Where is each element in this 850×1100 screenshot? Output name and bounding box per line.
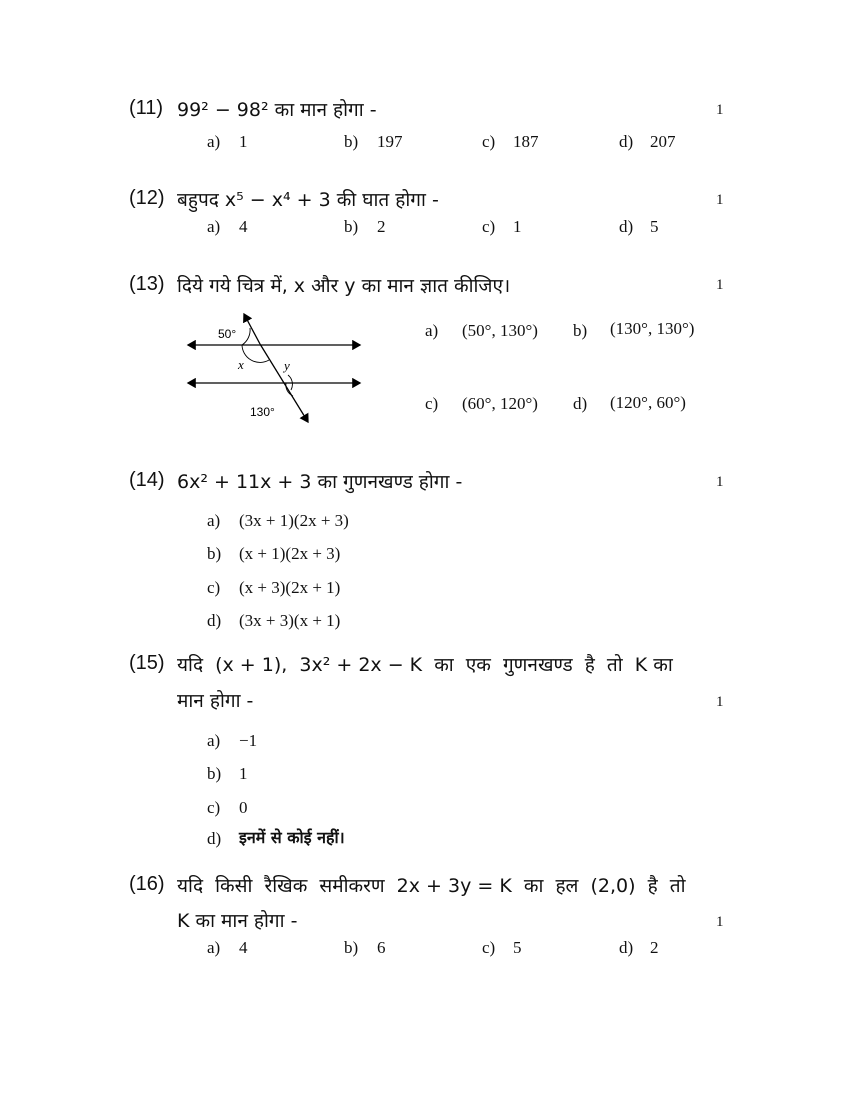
option-c-text: (60°, 120°)	[462, 394, 538, 413]
marks-label: 1	[716, 694, 724, 710]
option-b-letter: b)	[573, 321, 588, 340]
option-a-letter: a)	[207, 731, 221, 750]
question-statement-line1: यदि किसी रैखिक समीकरण 2x + 3y = K का हल (2,0) है तो	[177, 875, 686, 897]
option-b-letter: b)	[344, 132, 359, 151]
marks-label: 1	[716, 914, 724, 930]
question-number: (14)	[129, 469, 165, 491]
option-b-text: 6	[377, 938, 386, 957]
angle-arc-50	[242, 328, 250, 345]
marks-label: 1	[716, 277, 724, 293]
question-statement-line2: K का मान होगा -	[177, 910, 298, 932]
option-d-text: (120°, 60°)	[610, 393, 686, 412]
option-b-text: 1	[239, 764, 248, 783]
option-c-letter: c)	[207, 578, 221, 597]
variable-x-label: x	[238, 357, 244, 372]
option-a-letter: a)	[207, 217, 221, 236]
option-d-letter: d)	[207, 611, 222, 630]
question-statement-line2: मान होगा -	[177, 690, 254, 712]
option-c-text: (x + 3)(2x + 1)	[239, 578, 341, 597]
question-statement: 99² − 98² का मान होगा -	[177, 99, 377, 121]
transversal-top	[244, 314, 260, 344]
option-b-text: 197	[377, 132, 403, 151]
question-number: (13)	[129, 273, 165, 295]
option-c-text: 0	[239, 798, 248, 817]
option-c-text: 1	[513, 217, 522, 236]
marks-label: 1	[716, 102, 724, 118]
option-c-text: 5	[513, 938, 522, 957]
question-statement: बहुपद x⁵ − x⁴ + 3 की घात होगा -	[177, 189, 439, 211]
question-statement: 6x² + 11x + 3 का गुणनखण्ड होगा -	[177, 471, 463, 493]
option-a-text: −1	[239, 731, 258, 750]
option-c-text: 187	[513, 132, 539, 151]
option-b-text: (x + 1)(2x + 3)	[239, 544, 341, 563]
parallel-lines-figure	[180, 310, 370, 430]
option-c-letter: c)	[482, 938, 496, 957]
question-number: (15)	[129, 652, 165, 674]
option-a-text: 4	[239, 217, 248, 236]
angle-label-bottom: 130°	[250, 405, 275, 419]
question-statement-line1: यदि (x + 1), 3x² + 2x − K का एक गुणनखण्ड है तो K का	[177, 654, 673, 676]
option-d-letter: d)	[573, 394, 588, 413]
angle-arc-x	[242, 345, 269, 362]
option-b-letter: b)	[344, 217, 359, 236]
option-a-letter: a)	[207, 938, 221, 957]
question-statement: दिये गये चित्र में, x और y का मान ज्ञात कीजिए।	[177, 275, 511, 297]
option-d-letter: d)	[619, 132, 634, 151]
option-a-letter: a)	[207, 511, 221, 530]
angle-arc-130	[286, 383, 293, 396]
option-b-letter: b)	[207, 544, 222, 563]
question-number: (11)	[129, 97, 164, 119]
option-c-letter: c)	[207, 798, 221, 817]
option-b-letter: b)	[207, 764, 222, 783]
option-d-letter: d)	[207, 829, 222, 848]
question-number: (12)	[129, 187, 165, 209]
option-d-text: (3x + 3)(x + 1)	[239, 611, 341, 630]
option-d-text: 207	[650, 132, 676, 151]
option-a-text: 1	[239, 132, 248, 151]
option-a-text: 4	[239, 938, 248, 957]
option-d-letter: d)	[619, 217, 634, 236]
option-c-letter: c)	[482, 217, 496, 236]
option-d-text: 2	[650, 938, 659, 957]
option-c-letter: c)	[482, 132, 496, 151]
option-a-letter: a)	[425, 321, 439, 340]
option-d-text: इनमें से कोई नहीं।	[239, 828, 345, 847]
option-d-text: 5	[650, 217, 659, 236]
marks-label: 1	[716, 192, 724, 208]
question-number: (16)	[129, 873, 165, 895]
option-b-text: 2	[377, 217, 386, 236]
angle-label-top: 50°	[218, 327, 237, 341]
option-a-text: (50°, 130°)	[462, 321, 538, 340]
variable-y-label: y	[284, 358, 290, 373]
marks-label: 1	[716, 474, 724, 490]
option-b-letter: b)	[344, 938, 359, 957]
option-a-letter: a)	[207, 132, 221, 151]
option-c-letter: c)	[425, 394, 439, 413]
option-b-text: (130°, 130°)	[610, 319, 695, 338]
option-d-letter: d)	[619, 938, 634, 957]
option-a-text: (3x + 1)(2x + 3)	[239, 511, 349, 530]
